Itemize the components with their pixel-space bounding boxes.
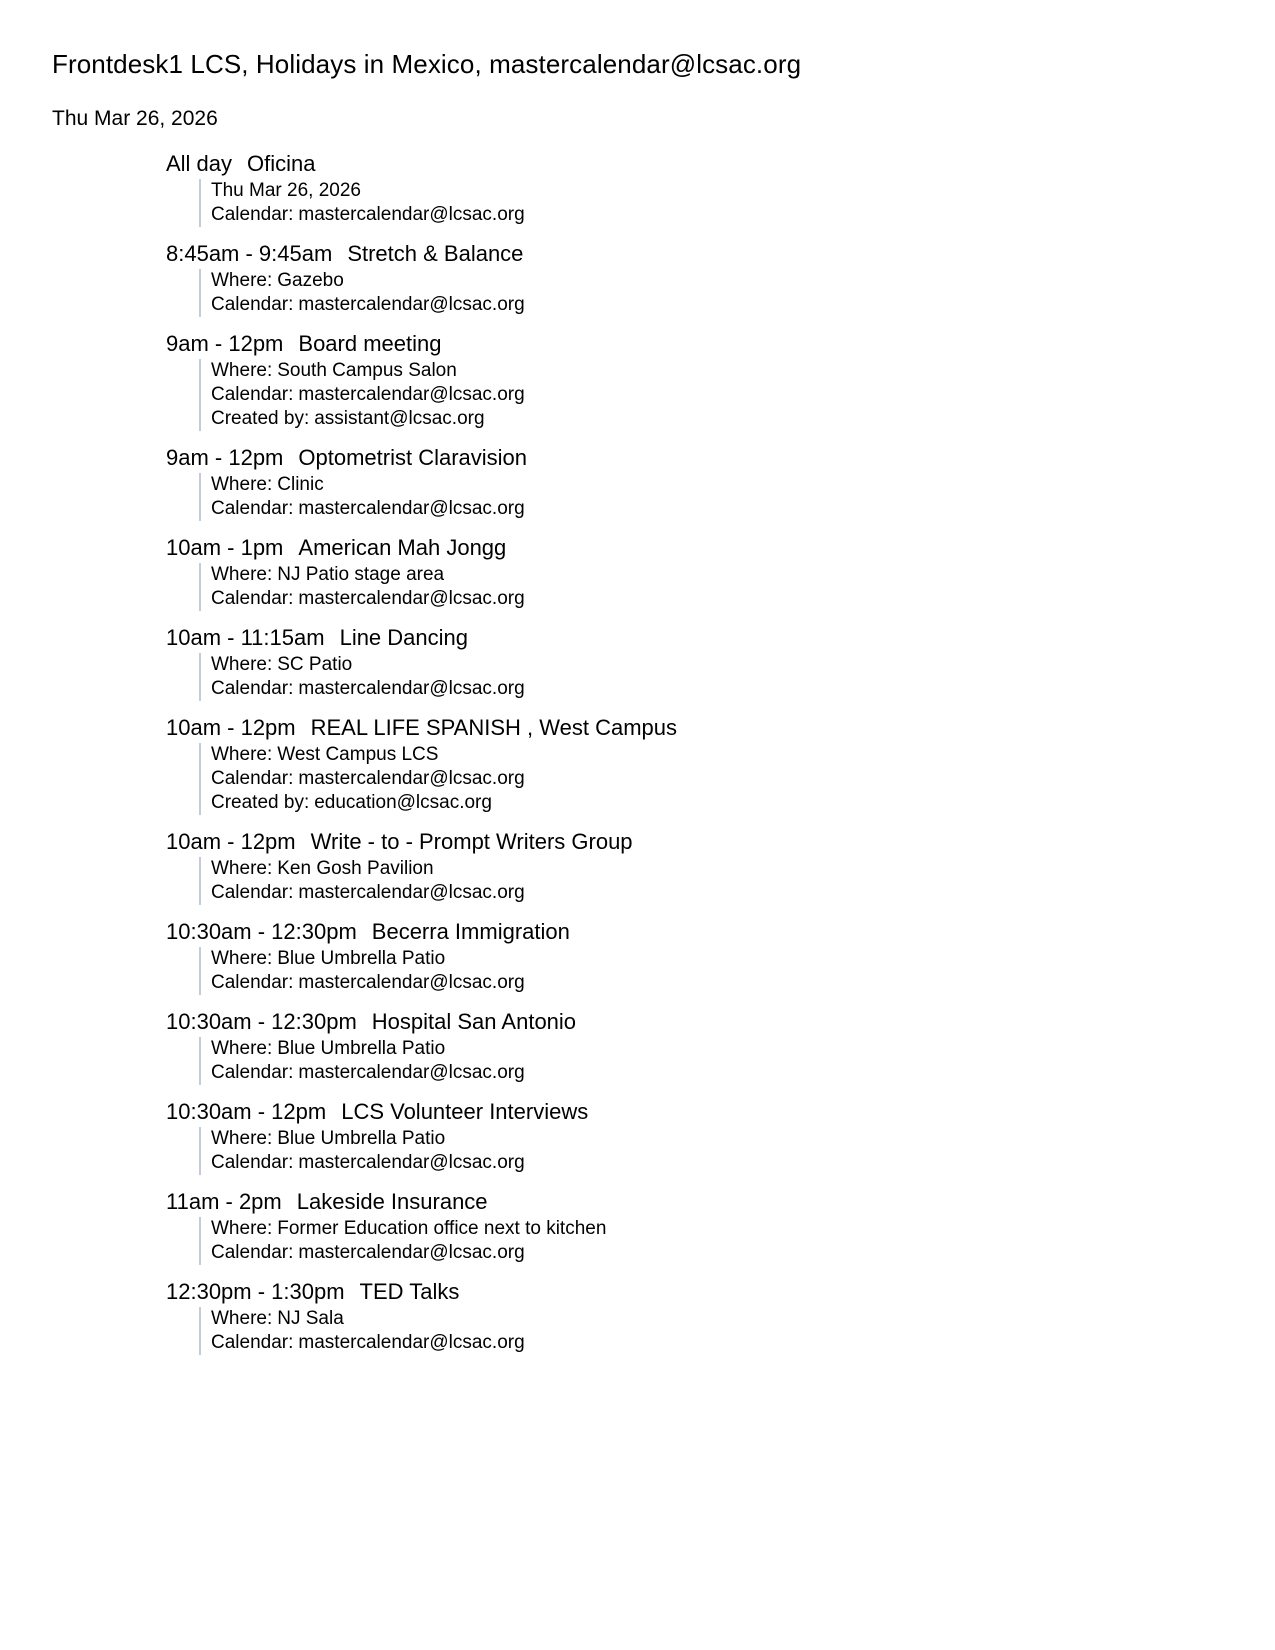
event-detail-row (211, 1037, 1232, 1061)
event-detail-row (211, 359, 1232, 383)
event-heading (166, 624, 1232, 652)
event-detail-label: Calendar: (211, 294, 294, 315)
event-title[interactable]: REAL LIFE SPANISH , West Campus (310, 715, 677, 740)
event-details (199, 743, 1232, 815)
event-title[interactable]: American Mah Jongg (298, 535, 507, 560)
event-detail-label: Where: (211, 564, 273, 585)
event-detail-value: Gazebo (277, 270, 344, 291)
event-detail-row (211, 947, 1232, 971)
event-item[interactable] (166, 534, 1232, 611)
event-detail-label: Calendar: (211, 1152, 294, 1173)
event-heading (166, 714, 1232, 742)
event-detail-value: mastercalendar@lcsac.org (298, 972, 525, 993)
agenda-page (52, 48, 1232, 1368)
event-detail-row (211, 563, 1232, 587)
event-detail-label: Calendar: (211, 678, 294, 699)
event-detail-value: SC Patio (277, 654, 353, 675)
event-detail-value: Blue Umbrella Patio (277, 1128, 446, 1149)
event-details (199, 359, 1232, 431)
event-detail-value: Blue Umbrella Patio (277, 1038, 446, 1059)
event-detail-value: Ken Gosh Pavilion (277, 858, 434, 879)
event-detail-label: Calendar: (211, 588, 294, 609)
event-heading (166, 1098, 1232, 1126)
event-detail-label: Where: (211, 1038, 273, 1059)
event-time: 11am - 2pm (166, 1189, 282, 1214)
event-detail-row (211, 767, 1232, 791)
event-heading (166, 1278, 1232, 1306)
event-detail-row (211, 407, 1232, 431)
event-item[interactable] (166, 1098, 1232, 1175)
event-detail-value: mastercalendar@lcsac.org (298, 882, 525, 903)
event-detail-row (211, 971, 1232, 995)
event-time: All day (166, 151, 233, 176)
event-detail-row (211, 1127, 1232, 1151)
event-detail-value: mastercalendar@lcsac.org (298, 498, 525, 519)
event-title[interactable]: LCS Volunteer Interviews (341, 1099, 589, 1124)
event-details (199, 1307, 1232, 1355)
event-detail-value: West Campus LCS (277, 744, 439, 765)
event-title[interactable]: Board meeting (298, 331, 442, 356)
event-detail-row (211, 1241, 1232, 1265)
event-heading (166, 534, 1232, 562)
event-item[interactable] (166, 1278, 1232, 1355)
event-heading (166, 1188, 1232, 1216)
event-heading (166, 240, 1232, 268)
event-detail-value: mastercalendar@lcsac.org (298, 1152, 525, 1173)
event-title[interactable]: TED Talks (359, 1279, 460, 1304)
event-detail-value: mastercalendar@lcsac.org (298, 678, 525, 699)
event-detail-label: Where: (211, 1128, 273, 1149)
event-detail-value: Thu Mar 26, 2026 (211, 180, 361, 201)
event-detail-value: mastercalendar@lcsac.org (298, 204, 525, 225)
event-detail-value: NJ Sala (277, 1308, 344, 1329)
event-detail-value: Clinic (277, 474, 324, 495)
event-title[interactable]: Line Dancing (339, 625, 469, 650)
event-time: 12:30pm - 1:30pm (166, 1279, 345, 1304)
event-time: 10am - 12pm (166, 829, 296, 854)
event-detail-value: mastercalendar@lcsac.org (298, 1062, 525, 1083)
event-detail-label: Where: (211, 360, 273, 381)
event-details (199, 857, 1232, 905)
event-detail-value: Blue Umbrella Patio (277, 948, 446, 969)
event-detail-label: Where: (211, 270, 273, 291)
event-detail-label: Where: (211, 474, 273, 495)
event-item[interactable] (166, 330, 1232, 431)
event-heading (166, 828, 1232, 856)
event-detail-row (211, 1307, 1232, 1331)
event-title[interactable]: Becerra Immigration (371, 919, 570, 944)
event-details (199, 269, 1232, 317)
event-time: 10:30am - 12:30pm (166, 1009, 357, 1034)
event-details (199, 1217, 1232, 1265)
event-detail-row (211, 1217, 1232, 1241)
event-detail-row (211, 473, 1232, 497)
event-detail-row (211, 1331, 1232, 1355)
event-detail-label: Created by: (211, 408, 310, 429)
event-detail-row (211, 791, 1232, 815)
event-detail-row (211, 857, 1232, 881)
event-detail-row (211, 587, 1232, 611)
event-detail-value: mastercalendar@lcsac.org (298, 768, 525, 789)
event-detail-label: Calendar: (211, 1062, 294, 1083)
event-detail-label: Calendar: (211, 498, 294, 519)
event-item[interactable] (166, 714, 1232, 815)
event-detail-label: Calendar: (211, 384, 294, 405)
event-item[interactable] (166, 624, 1232, 701)
event-detail-row (211, 1061, 1232, 1085)
event-item[interactable] (166, 828, 1232, 905)
event-detail-row (211, 269, 1232, 293)
event-detail-label: Where: (211, 654, 273, 675)
event-item[interactable] (166, 1008, 1232, 1085)
event-time: 10am - 11:15am (166, 625, 325, 650)
event-detail-label: Created by: (211, 792, 310, 813)
event-time: 8:45am - 9:45am (166, 241, 333, 266)
event-time: 9am - 12pm (166, 445, 284, 470)
event-details (199, 1037, 1232, 1085)
event-time: 10am - 1pm (166, 535, 284, 560)
event-time: 9am - 12pm (166, 331, 284, 356)
event-details (199, 1127, 1232, 1175)
event-detail-label: Calendar: (211, 972, 294, 993)
event-heading (166, 444, 1232, 472)
event-detail-label: Calendar: (211, 1242, 294, 1263)
event-detail-label: Where: (211, 948, 273, 969)
event-detail-row (211, 677, 1232, 701)
event-detail-label: Calendar: (211, 1332, 294, 1353)
event-detail-label: Where: (211, 1308, 273, 1329)
event-detail-value: mastercalendar@lcsac.org (298, 1242, 525, 1263)
event-detail-label: Calendar: (211, 204, 294, 225)
event-detail-label: Calendar: (211, 882, 294, 903)
event-title[interactable]: Lakeside Insurance (296, 1189, 488, 1214)
event-detail-row (211, 881, 1232, 905)
event-item[interactable] (166, 1188, 1232, 1265)
event-detail-value: assistant@lcsac.org (314, 408, 485, 429)
event-detail-value: South Campus Salon (277, 360, 457, 381)
event-list (166, 150, 1232, 1355)
event-detail-value: mastercalendar@lcsac.org (298, 588, 525, 609)
event-detail-value: NJ Patio stage area (277, 564, 445, 585)
event-item[interactable] (166, 444, 1232, 521)
event-time: 10:30am - 12pm (166, 1099, 327, 1124)
event-detail-row (211, 293, 1232, 317)
event-detail-row (211, 203, 1232, 227)
day-date-heading: Thu Mar 26, 2026 (52, 107, 218, 130)
event-detail-label: Where: (211, 744, 273, 765)
event-title[interactable]: Stretch & Balance (347, 241, 524, 266)
event-detail-row (211, 743, 1232, 767)
event-heading (166, 330, 1232, 358)
event-detail-row (211, 653, 1232, 677)
event-detail-value: mastercalendar@lcsac.org (298, 294, 525, 315)
event-heading (166, 1008, 1232, 1036)
event-item[interactable] (166, 240, 1232, 317)
event-detail-label: Where: (211, 1218, 273, 1239)
event-heading (166, 918, 1232, 946)
event-heading (166, 150, 1232, 178)
event-details (199, 473, 1232, 521)
event-detail-row (211, 383, 1232, 407)
event-time: 10am - 12pm (166, 715, 296, 740)
event-detail-value: education@lcsac.org (314, 792, 492, 813)
event-details (199, 563, 1232, 611)
event-time: 10:30am - 12:30pm (166, 919, 357, 944)
event-item[interactable] (166, 918, 1232, 995)
event-detail-value: mastercalendar@lcsac.org (298, 1332, 525, 1353)
event-item[interactable] (166, 150, 1232, 227)
event-detail-row (211, 1151, 1232, 1175)
event-details (199, 653, 1232, 701)
event-details (199, 947, 1232, 995)
event-title[interactable]: Hospital San Antonio (371, 1009, 577, 1034)
event-detail-label: Calendar: (211, 768, 294, 789)
event-detail-row (211, 179, 1232, 203)
event-detail-value: mastercalendar@lcsac.org (298, 384, 525, 405)
calendar-list-title: Frontdesk1 LCS, Holidays in Mexico, mastercalendar@lcsac.org (52, 49, 802, 79)
event-detail-label: Where: (211, 858, 273, 879)
event-detail-value: Former Education office next to kitchen (277, 1218, 607, 1239)
event-title[interactable]: Optometrist Claravision (298, 445, 528, 470)
event-details (199, 179, 1232, 227)
event-title[interactable]: Write - to - Prompt Writers Group (310, 829, 633, 854)
event-title[interactable]: Oficina (247, 151, 316, 176)
event-detail-row (211, 497, 1232, 521)
